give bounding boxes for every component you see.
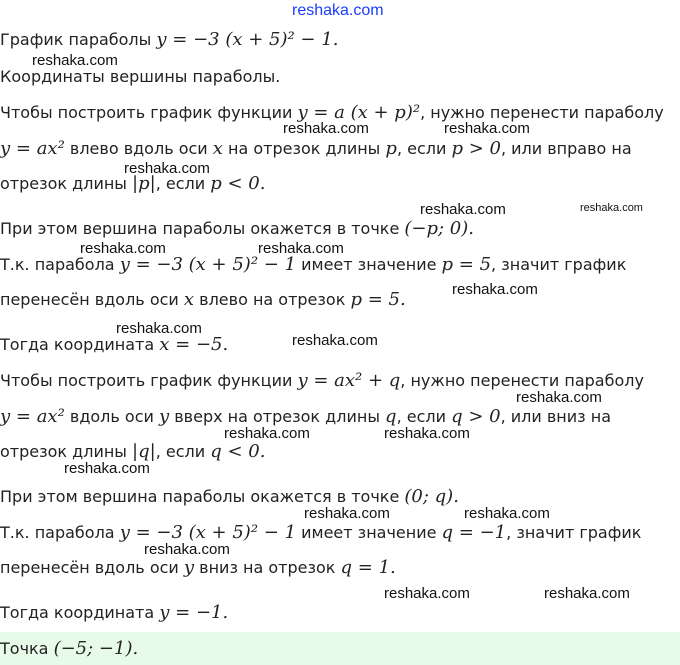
text-fragment: перенесён вдоль оси xyxy=(0,558,184,577)
text-fragment: Тогда координата xyxy=(0,335,160,354)
text-fragment: Тогда координата xyxy=(0,603,160,622)
watermark: reshaka.com xyxy=(80,240,166,257)
text-fragment: , нужно перенести параболу xyxy=(400,371,644,390)
text-fragment: перенесён вдоль оси xyxy=(0,290,184,309)
watermark: reshaka.com xyxy=(420,201,506,218)
text-line xyxy=(0,254,680,276)
math-expression: p xyxy=(385,138,397,159)
math-expression: x xyxy=(212,138,223,159)
math-expression: q = −1 xyxy=(441,522,507,543)
text-fragment: , или вниз на xyxy=(500,407,612,426)
watermark: reshaka.com xyxy=(516,389,602,406)
math-expression: y = −1. xyxy=(159,602,229,623)
text-fragment: Чтобы построить график функции xyxy=(0,371,298,390)
text-line xyxy=(0,29,680,51)
watermark: reshaka.com xyxy=(258,240,344,257)
text-line xyxy=(0,138,680,160)
text-fragment: Чтобы построить график функции xyxy=(0,103,298,122)
watermark: reshaka.com xyxy=(124,160,210,177)
watermark: reshaka.com xyxy=(384,585,470,602)
text-fragment: отрезок длины xyxy=(0,174,133,193)
text-fragment: вверх на отрезок длины xyxy=(169,407,386,426)
watermark: reshaka.com xyxy=(464,505,550,522)
math-expression: |p| xyxy=(132,173,156,194)
text-fragment: имеет значение xyxy=(296,523,442,542)
watermark: reshaka.com xyxy=(544,585,630,602)
text-line xyxy=(0,66,680,88)
text-fragment: вдоль оси xyxy=(64,407,159,426)
text-line xyxy=(0,638,680,660)
watermark: reshaka.com xyxy=(444,120,530,137)
math-expression: x = −5. xyxy=(159,334,229,355)
math-expression: |q| xyxy=(132,441,156,462)
math-expression: p < 0. xyxy=(210,173,266,194)
math-expression: q = 1. xyxy=(340,557,396,578)
watermark: reshaka.com xyxy=(292,332,378,349)
text-fragment: Координаты вершины параболы. xyxy=(0,67,281,86)
watermark: reshaka.com xyxy=(580,202,643,214)
watermark: reshaka.com xyxy=(64,460,150,477)
text-fragment: вниз на отрезок xyxy=(194,558,341,577)
math-expression: p = 5 xyxy=(441,254,492,275)
math-expression: p = 5. xyxy=(350,289,406,310)
math-expression: y = −3 (x + 5)² − 1 xyxy=(119,522,297,543)
text-fragment: , если xyxy=(155,174,211,193)
text-line xyxy=(0,557,680,579)
math-expression: p > 0 xyxy=(451,138,501,159)
text-fragment: Точка xyxy=(0,639,54,658)
math-expression: (−p; 0). xyxy=(404,218,474,239)
text-fragment: , значит график xyxy=(491,255,627,274)
watermark: reshaka.com xyxy=(224,425,310,442)
watermark: reshaka.com xyxy=(452,281,538,298)
math-expression: y xyxy=(158,406,170,427)
text-fragment: на отрезок длины xyxy=(222,139,386,158)
watermark: reshaka.com xyxy=(283,120,369,137)
text-fragment: , нужно перенести параболу xyxy=(420,103,664,122)
text-line xyxy=(0,218,680,240)
text-fragment: имеет значение xyxy=(296,255,442,274)
text-line xyxy=(0,522,680,544)
math-expression: x xyxy=(183,289,195,310)
math-expression: q > 0 xyxy=(451,406,501,427)
watermark: reshaka.com xyxy=(144,541,230,558)
watermark: reshaka.com xyxy=(116,320,202,337)
text-fragment: отрезок длины xyxy=(0,442,133,461)
math-expression: (0; q). xyxy=(404,486,459,507)
text-fragment: , если xyxy=(396,407,452,426)
text-fragment: При этом вершина параболы окажется в точке xyxy=(0,487,405,506)
text-fragment: Т.к. парабола xyxy=(0,523,120,542)
watermark: reshaka.com xyxy=(304,505,390,522)
watermark: reshaka.com xyxy=(32,52,118,69)
math-expression: y = −3 (x + 5)² − 1. xyxy=(156,29,339,50)
text-fragment: , или вправо на xyxy=(500,139,632,158)
text-fragment: Т.к. парабола xyxy=(0,255,120,274)
text-line xyxy=(0,602,680,624)
text-line xyxy=(0,289,680,311)
math-expression: y = ax² + q xyxy=(297,370,401,391)
math-expression: q xyxy=(385,406,397,427)
text-fragment: График параболы xyxy=(0,30,157,49)
math-expression: q < 0. xyxy=(210,441,266,462)
text-fragment: влево на отрезок xyxy=(194,290,351,309)
math-expression: y = a (x + p)² xyxy=(297,102,421,123)
text-line xyxy=(0,406,680,428)
math-expression: y = ax² xyxy=(0,138,65,159)
text-fragment: влево вдоль оси xyxy=(64,139,213,158)
watermark: reshaka.com xyxy=(384,425,470,442)
text-line xyxy=(0,173,680,195)
math-expression: y xyxy=(183,557,195,578)
watermark-header: reshaka.com xyxy=(292,2,384,19)
math-expression: y = −3 (x + 5)² − 1 xyxy=(119,254,297,275)
text-fragment: , значит график xyxy=(506,523,642,542)
text-fragment: , если xyxy=(155,442,211,461)
math-expression: (−5; −1). xyxy=(53,638,139,659)
text-fragment: При этом вершина параболы окажется в точке xyxy=(0,219,405,238)
math-expression: y = ax² xyxy=(0,406,65,427)
text-fragment: , если xyxy=(396,139,452,158)
